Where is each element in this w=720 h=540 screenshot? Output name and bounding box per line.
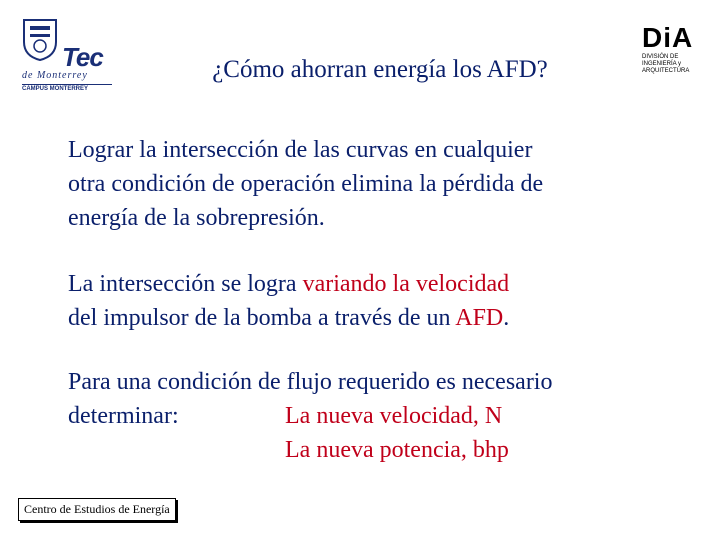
paragraph-1-line: Lograr la intersección de las curvas en cualquier bbox=[68, 137, 533, 163]
tec-subtitle: de Monterrey bbox=[22, 70, 88, 81]
paragraph-3-line-1: Para una condición de flujo requerido es necesario bbox=[68, 369, 553, 395]
paragraph-2-line-1 bbox=[68, 267, 668, 301]
paragraph-3-line-2 bbox=[68, 399, 678, 433]
determinar-label: determinar: bbox=[68, 403, 179, 429]
paragraph-3 bbox=[68, 365, 678, 467]
item-potencia: La nueva potencia, bhp bbox=[285, 437, 509, 463]
paragraph-1-line: energía de la sobrepresión. bbox=[68, 205, 325, 231]
dia-wordmark: DiA bbox=[642, 22, 694, 53]
dia-subtitle: DIVISIÓN DE INGENIERÍA y ARQUITECTURA bbox=[642, 54, 690, 74]
item-velocidad: La nueva velocidad, N bbox=[285, 403, 503, 429]
paragraph-1 bbox=[68, 133, 668, 235]
paragraph-2-line-2 bbox=[68, 301, 668, 335]
paragraph-2-period: . bbox=[503, 305, 510, 331]
slide-title: ¿Cómo ahorran energía los AFD? bbox=[212, 56, 548, 83]
highlight-variando: variando la velocidad bbox=[302, 271, 510, 297]
paragraph-1-line: otra condición de operación elimina la pérdida de bbox=[68, 171, 544, 197]
highlight-afd: AFD bbox=[455, 305, 504, 331]
paragraph-3-line-3 bbox=[68, 433, 678, 467]
paragraph-2-text: La intersección se logra bbox=[68, 271, 303, 297]
paragraph-2 bbox=[68, 267, 668, 335]
tec-divider bbox=[22, 84, 112, 85]
footer-label: Centro de Estudios de Energía bbox=[18, 498, 176, 521]
tec-campus: CAMPUS MONTERREY bbox=[22, 86, 89, 92]
tec-wordmark: Tec bbox=[62, 42, 103, 72]
paragraph-2-text: del impulsor de la bomba a través de un bbox=[68, 305, 456, 331]
